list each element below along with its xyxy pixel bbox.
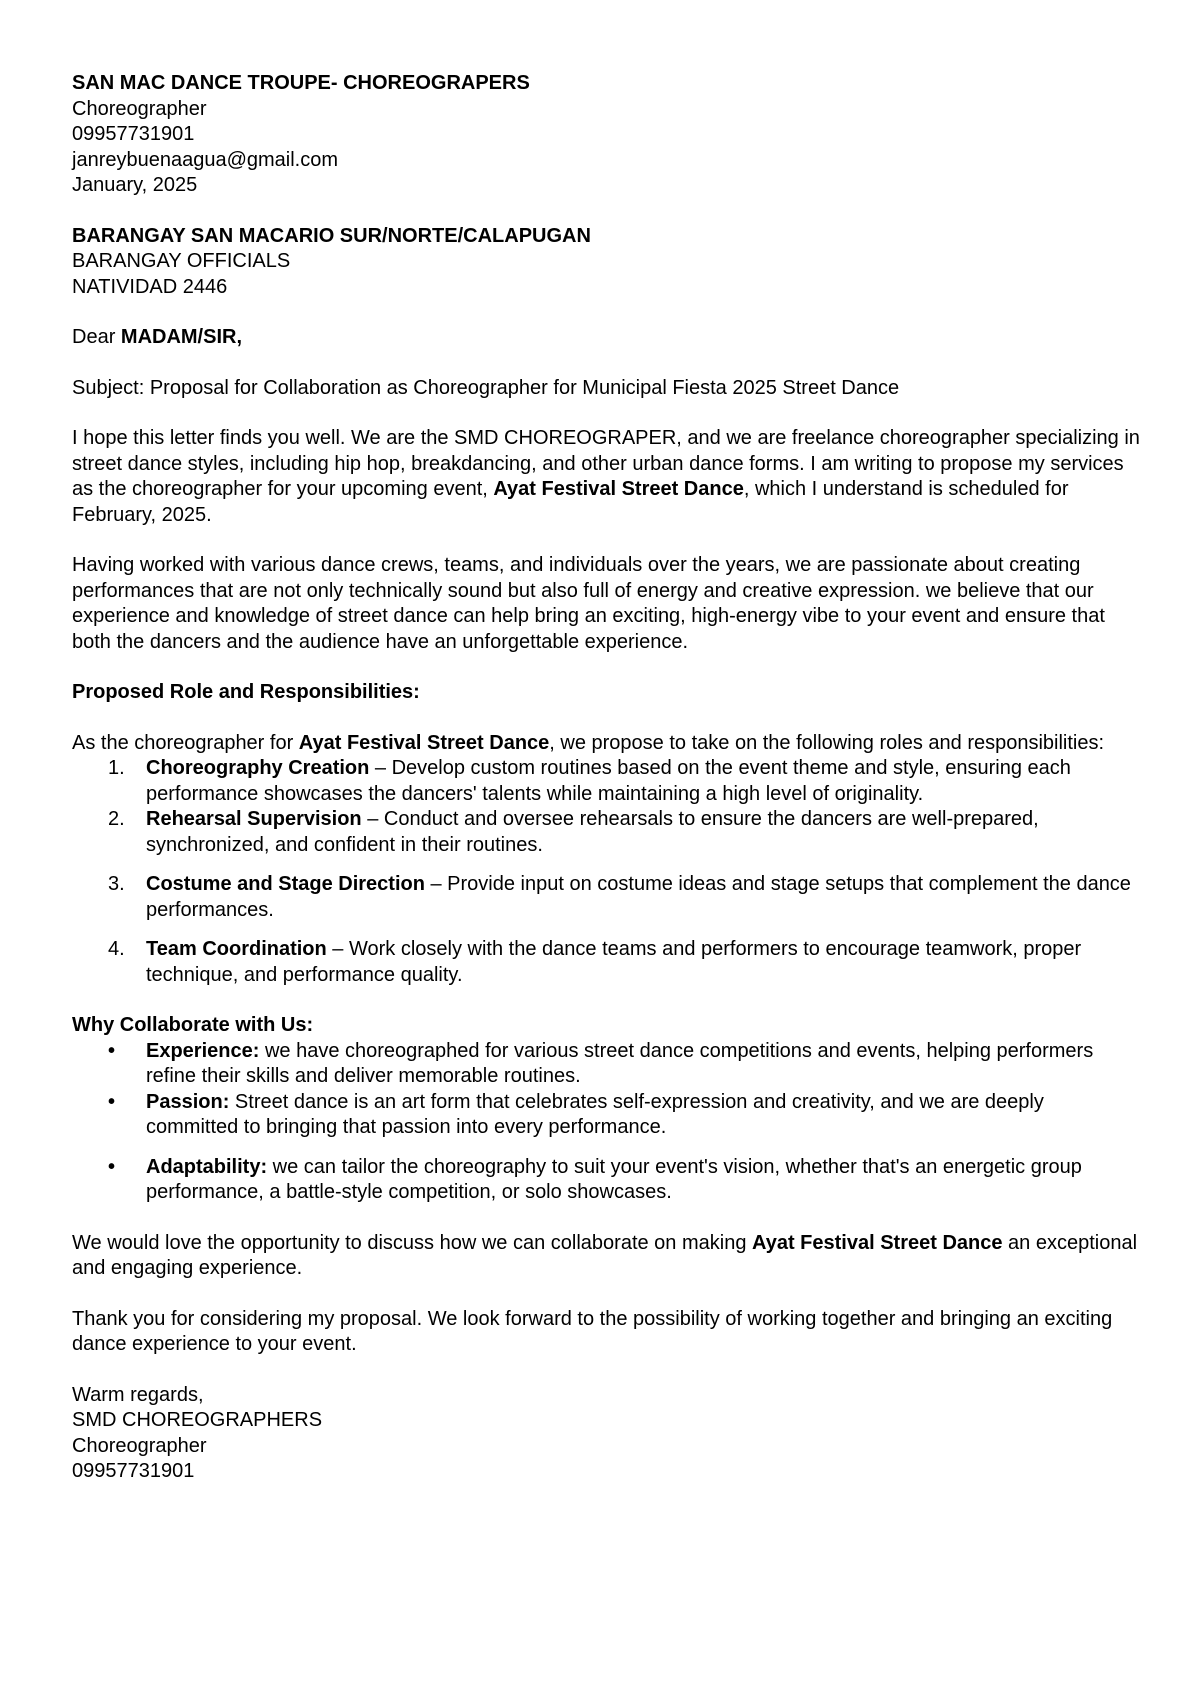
role-description: – Develop custom routines based on the event theme and style, ensuring each performance showcases the dancers' talents while maintaining a high level of originality. (146, 757, 1071, 805)
reason-title: Experience: (146, 1039, 260, 1062)
role-item (72, 807, 1140, 858)
roles-heading-text: Proposed Role and Responsibilities: (72, 681, 420, 703)
reason-title: Adaptability: (146, 1155, 268, 1178)
roles-intro-event-name: Ayat Festival Street Dance (298, 731, 550, 754)
intro-text-2: , which I understand is scheduled for February, 2025. (72, 478, 1069, 526)
closing-text-1: We would love the opportunity to discuss how we can collaborate on making (72, 1231, 753, 1254)
recipient-dept: BARANGAY OFFICIALS (72, 250, 291, 272)
signoff-role: Choreographer (72, 1434, 207, 1457)
why-heading (72, 1013, 1140, 1039)
closing-paragraph (72, 1231, 1140, 1282)
recipient-address: NATIVIDAD 2446 (72, 275, 228, 298)
letter-date: January, 2025 (72, 174, 198, 196)
intro-event-name: Ayat Festival Street Dance (493, 478, 744, 500)
roles-list (72, 756, 1140, 988)
sender-email: janreybuenaagua@gmail.com (72, 148, 339, 171)
role-number: 4. (108, 938, 125, 960)
intro-text-1: I hope this letter finds you well. We are the SMD CHOREOGRAPER, and we are freelance choreographer specializing in street dance styles, including hip hop, breakdancing, and other urban dance forms. I am writing to propose my services as the choreographer for your upcoming event, (72, 427, 1140, 500)
reason-description: we can tailor the choreography to suit your event's vision, whether that's an energetic group performance, a battle-style competition, or solo showcases. (146, 1155, 1082, 1203)
salutation-prefix: Dear (72, 326, 121, 348)
roles-heading (72, 680, 1140, 706)
bullet-icon: • (108, 1039, 116, 1062)
roles-intro (72, 731, 1140, 757)
salutation (72, 325, 1140, 351)
role-number: 1. (108, 757, 125, 779)
role-title: Rehearsal Supervision (146, 808, 362, 830)
reason-description: we have choreographed for various street dance competitions and events, helping performers refine their skills and deliver memorable routines. (146, 1039, 1094, 1087)
experience-paragraph: Having worked with various dance crews, teams, and individuals over the years, we are passionate about creating performances that are not only technically sound but also full of energy and creative expression. we believe that our experience and knowledge of street dance can help bring an exciting, high-energy vibe to your event and ensure that both the dancers and the audience have an unforgettable experience. (72, 554, 1105, 653)
role-title: Choreography Creation (146, 757, 370, 779)
roles-intro-text-2: , we propose to take on the following roles and responsibilities: (549, 731, 1105, 754)
reasons-list (72, 1039, 1140, 1206)
reason-item (72, 1155, 1140, 1206)
roles-intro-text-1: As the choreographer for (72, 731, 299, 754)
thanks-paragraph: Thank you for considering my proposal. We look forward to the possibility of working together and bringing an exciting dance experience to your event. (72, 1307, 1113, 1355)
role-title: Costume and Stage Direction (146, 873, 425, 895)
signoff-name: SMD CHOREOGRAPHERS (72, 1409, 323, 1431)
signoff-regards: Warm regards, (72, 1383, 204, 1406)
role-description: – Work closely with the dance teams and performers to encourage teamwork, proper technique, and performance quality. (146, 938, 1082, 986)
sender-phone: 09957731901 (72, 123, 195, 145)
why-heading-text: Why Collaborate with Us: (72, 1014, 314, 1036)
intro-paragraph (72, 426, 1140, 528)
subject-line: Subject: Proposal for Collaboration as Choreographer for Municipal Fiesta 2025 Street Dance (72, 376, 900, 399)
role-item (72, 937, 1140, 988)
reason-item (72, 1090, 1140, 1141)
role-item (72, 756, 1140, 807)
salutation-name: MADAM/SIR, (120, 326, 243, 348)
closing-event-name: Ayat Festival Street Dance (752, 1231, 1003, 1254)
reason-title: Passion: (146, 1090, 230, 1113)
role-number: 3. (108, 873, 125, 895)
signoff-block (72, 1383, 1140, 1485)
signoff-phone: 09957731901 (72, 1460, 195, 1482)
sender-org: SAN MAC DANCE TROUPE- CHOREOGRAPERS (72, 72, 530, 94)
role-number: 2. (108, 808, 125, 830)
role-title: Team Coordination (146, 938, 327, 960)
role-item (72, 872, 1140, 923)
role-description: – Conduct and oversee rehearsals to ensure the dancers are well-prepared, synchronized, and confident in their routines. (146, 808, 1039, 856)
sender-block (72, 71, 1140, 199)
recipient-block (72, 224, 1140, 301)
closing-text-2: an exceptional and engaging experience. (72, 1231, 1138, 1279)
sender-role: Choreographer (72, 97, 207, 120)
reason-item (72, 1039, 1140, 1090)
bullet-icon: • (108, 1155, 116, 1178)
recipient-name: BARANGAY SAN MACARIO SUR/NORTE/CALAPUGAN (72, 224, 591, 247)
role-description: – Provide input on costume ideas and stage setups that complement the dance performances. (146, 873, 1131, 921)
reason-description: Street dance is an art form that celebrates self-expression and creativity, and we are deeply committed to bringing that passion into every performance. (146, 1090, 1044, 1138)
bullet-icon: • (108, 1090, 116, 1113)
